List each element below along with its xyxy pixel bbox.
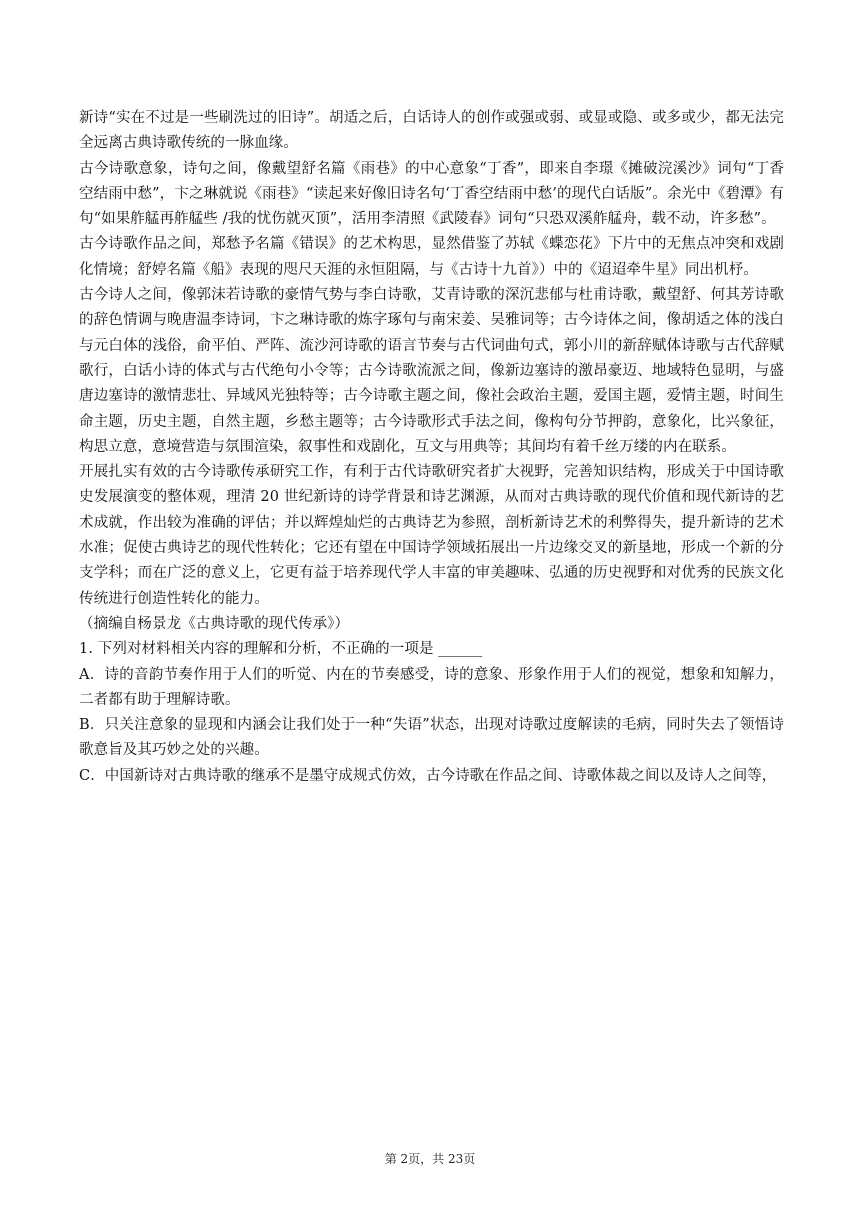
document-body	[79, 106, 784, 789]
paragraph-between-works: 古今诗歌作品之间，郑愁予名篇《错误》的艺术构思，显然借鉴了苏轼《蝶恋花》下片中的无焦点冲突和戏剧化情境；舒婷名篇《船》表现的咫尺天涯的永恒阻隔，与《古诗十九首》）中的《迢迢牵牛星》同出机杼。	[79, 236, 784, 278]
paragraph-research-significance: 开展扎实有效的古今诗歌传承研究工作，有利于古代诗歌研究者扩大视野，完善知识结构，形成关于中国诗歌史发展演变的整体观，理清 20 世纪新诗的诗学背景和诗艺渊源，从而对古典诗歌的现代价值和现代新诗的艺术成就，作出较为准确的评估；并以辉煌灿烂的古典诗艺为参照，剖析新诗艺术的利弊得失，提升新诗的艺术水准；促使古典诗艺的现代性转化；它还有望在中国诗学领域拓展出一片边缘交叉的新垦地，形成一个新的分支学科；而在广泛的意义上，它更有益于培养现代学人丰富的审美趣味、弘通的历史视野和对优秀的民族文化传统进行创造性转化的能力。	[79, 464, 784, 607]
paragraph-new-poetry-bloodline: 新诗“实在不过是一些刷洗过的旧诗”。胡适之后，白话诗人的创作或强或弱、或显或隐、或多或少，都无法完全远离古典诗歌传统的一脉血缘。	[79, 110, 784, 152]
paragraph-imagery-between-lines: 古今诗歌意象，诗句之间，像戴望舒名篇《雨巷》的中心意象“丁香”，即来自李璟《摊破浣溪沙》词句“丁香空结雨中愁”，卞之琳就说《雨巷》“读起来好像旧诗名句‘丁香空结雨中愁’的现代白话版”。余光中《碧潭》有句“如果舴艋再舴艋些 /我的忧伤就灭顶”，活用李清照《武陵春》词句“只恐双溪舴艋舟，载不动，许多愁”。	[79, 160, 784, 228]
page-number-footer: 第 2页，共 23页	[384, 1152, 476, 1166]
source-citation: （摘编自杨景龙《古典诗歌的现代传承》）	[79, 615, 350, 632]
option-c: C．中国新诗对古典诗歌的继承不是墨守成规式仿效，古今诗歌在作品之间、诗歌体裁之间以及诗人之间等，	[79, 767, 777, 784]
paragraph-between-poets: 古今诗人之间，像郭沫若诗歌的豪情气势与李白诗歌，艾青诗歌的深沉悲郁与杜甫诗歌，戴望舒、何其芳诗歌的辞色情调与晚唐温李诗词，卞之琳诗歌的炼字琢句与南宋姜、吴雅词等；古今诗体之间，像胡适之体的浅白与元白体的浅俗，俞平伯、严阵、流沙河诗歌的语言节奏与古代词曲句式，郭小川的新辞赋体诗歌与古代辞赋歌行，白话小诗的体式与古代绝句小令等；古今诗歌流派之间，像新边塞诗的激昂豪迈、地域特色显明，与盛唐边塞诗的激情悲壮、异域风光独特等；古今诗歌主题之间，像社会政治主题，爱国主题，爱情主题，时间生命主题，历史主题，自然主题，乡愁主题等；古今诗歌形式手法之间，像构句分节押韵，意象化，比兴象征，构思立意，意境营造与氛围渲染，叙事性和戏剧化，互文与用典等；其间均有着千丝万缕的内在联系。	[79, 287, 784, 455]
option-a: A．诗的音韵节奏作用于人们的听觉、内在的节奏感受，诗的意象、形象作用于人们的视觉，想象和知解力，二者都有助于理解诗歌。	[79, 666, 784, 708]
option-b: B．只关注意象的显现和内涵会让我们处于一种“失语”状态，出现对诗歌过度解读的毛病，同时失去了领悟诗歌意旨及其巧妙之处的兴趣。	[79, 717, 784, 759]
question-1: 1. 下列对材料相关内容的理解和分析，不正确的一项是 ______	[79, 641, 483, 658]
